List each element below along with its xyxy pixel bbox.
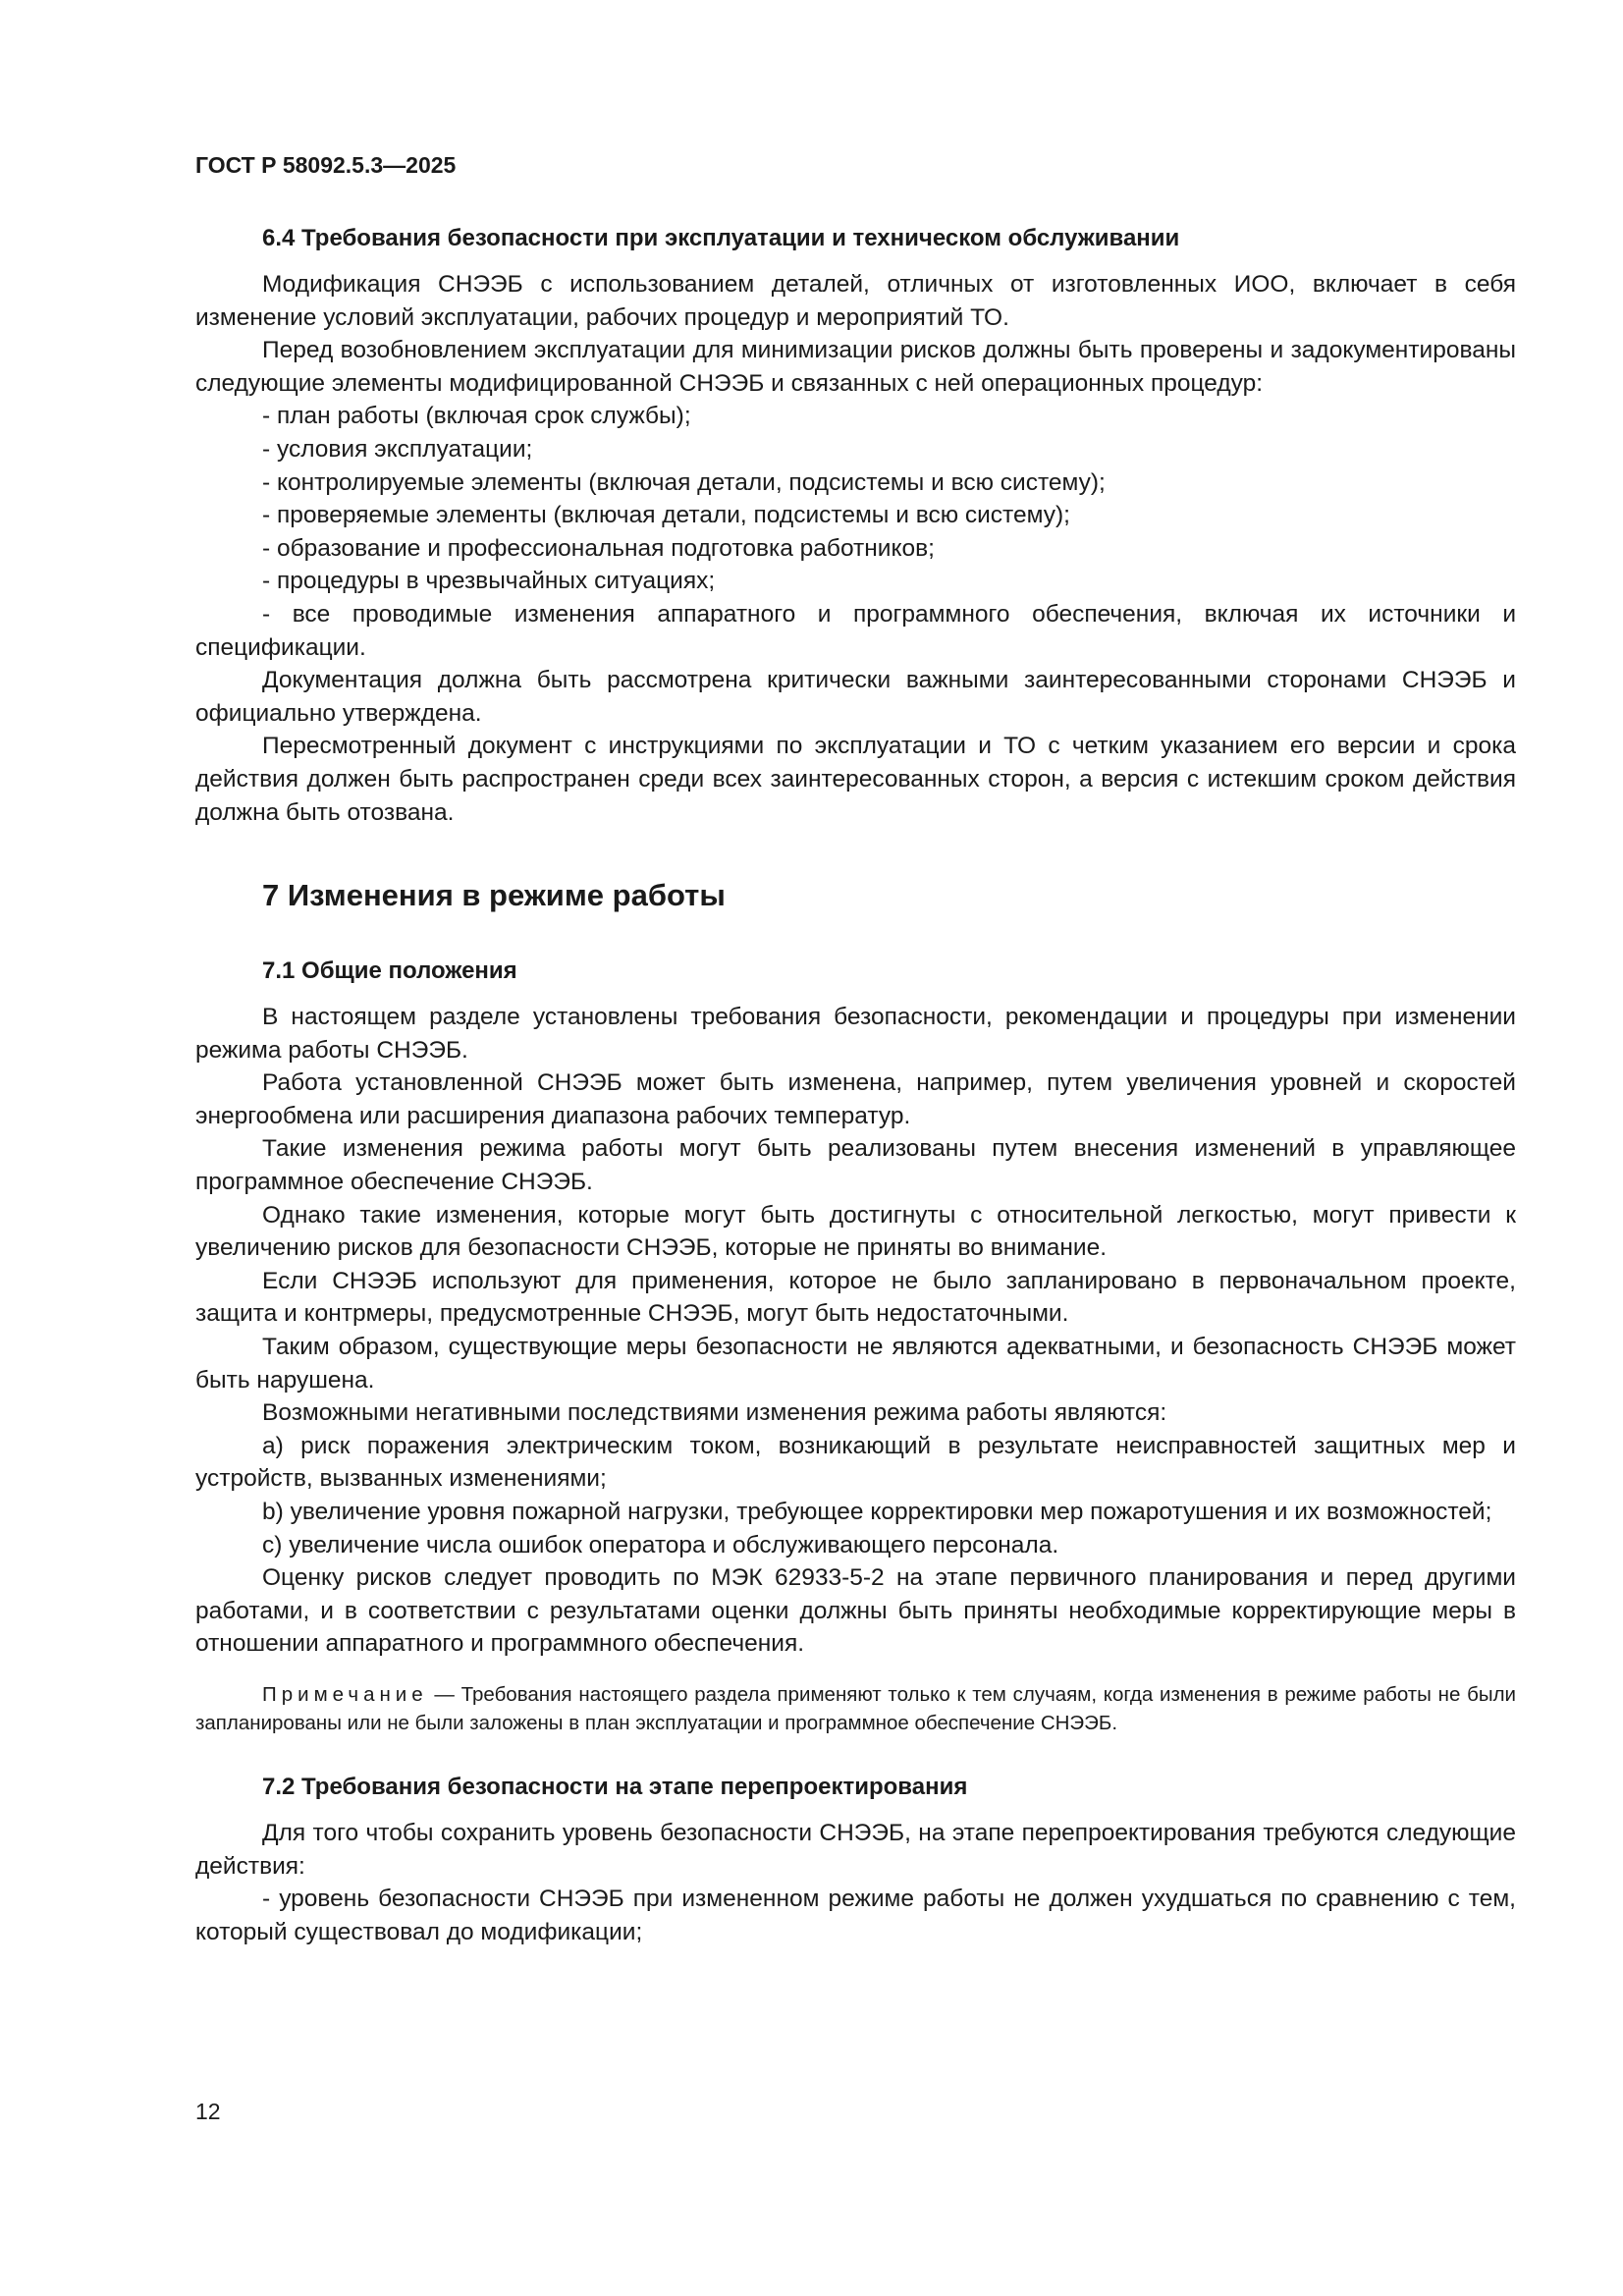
paragraph-7-1-unplanned-application: Если СНЭЭБ используют для применения, которое не было запланировано в первоначальном проекте, защита и контрмеры, предусмотренные СНЭЭБ, могут быть недостаточными. <box>195 1267 1516 1328</box>
note-text: — Требования настоящего раздела применяют только к тем случаям, когда изменения в режиме работы не были запланированы или не были заложены в план эксплуатации и программное обеспечение СНЭЭБ. <box>195 1682 1516 1734</box>
paragraph-6-4-modification: Модификация СНЭЭБ с использованием деталей, отличных от изготовленных ИОО, включает в себя изменение условий эксплуатации, рабочих процедур и мероприятий ТО. <box>195 271 1516 331</box>
list-item-inspected-elements: - проверяемые элементы (включая детали, подсистемы и всю систему); <box>262 502 1070 529</box>
list-item-operating-conditions: - условия эксплуатации; <box>262 435 533 463</box>
paragraph-6-4-before-resumption: Перед возобновлением эксплуатации для минимизации рисков должны быть проверены и задокументированы следующие элементы модифицированной СНЭЭБ и связанных с ней операционных процедур: <box>195 337 1516 397</box>
paragraph-7-1-inadequate-measures: Таким образом, существующие меры безопасности не являются адекватными, и безопасность СНЭЭБ может быть нарушена. <box>195 1334 1516 1394</box>
heading-7-2: 7.2 Требования безопасности на этапе перепроектирования <box>262 1773 968 1800</box>
page-number: 12 <box>195 2099 221 2124</box>
list-item-work-plan: - план работы (включая срок службы); <box>262 403 691 430</box>
note-label: Примечание <box>262 1682 428 1706</box>
paragraph-7-1-consequences-intro: Возможными негативными последствиями изменения режима работы являются: <box>262 1399 1167 1427</box>
list-item-7-2-safety-level: - уровень безопасности СНЭЭБ при измененном режиме работы не должен ухудшаться по сравнению с тем, который существовал до модификации; <box>195 1886 1516 1945</box>
heading-section-7: 7 Изменения в режиме работы <box>262 878 726 913</box>
consequence-item-c: c) увеличение числа ошибок оператора и обслуживающего персонала. <box>262 1531 1059 1558</box>
consequence-item-a: a) риск поражения электрическим током, возникающий в результате неисправностей защитных мер и устройств, вызванных изменениями; <box>195 1432 1516 1493</box>
list-item-emergency-procedures: - процедуры в чрезвычайных ситуациях; <box>262 568 716 595</box>
consequence-item-b: b) увеличение уровня пожарной нагрузки, требующее корректировки мер пожаротушения и их возможностей; <box>262 1499 1492 1525</box>
paragraph-7-2-intro: Для того чтобы сохранить уровень безопасности СНЭЭБ, на этапе перепроектирования требуются следующие действия: <box>195 1819 1516 1880</box>
heading-6-4: 6.4 Требования безопасности при эксплуатации и техническом обслуживании <box>262 225 1180 251</box>
paragraph-6-4-documentation-review: Документация должна быть рассмотрена критически важными заинтересованными сторонами СНЭЭБ и официально утверждена. <box>195 667 1516 727</box>
paragraph-7-1-risk-assessment: Оценку рисков следует проводить по МЭК 62933-5-2 на этапе первичного планирования и перед другими работами, и в соответствии с результатами оценки должны быть приняты необходимые корректирующие меры в отношении аппаратного и программного обеспечения. <box>195 1564 1516 1658</box>
paragraph-7-1-scope: В настоящем разделе установлены требования безопасности, рекомендации и процедуры при изменении режима работы СНЭЭБ. <box>195 1004 1516 1064</box>
list-item-hardware-software-changes: - все проводимые изменения аппаратного и программного обеспечения, включая их источники и спецификации. <box>195 600 1516 661</box>
list-item-controlled-elements: - контролируемые элементы (включая детали, подсистемы и всю систему); <box>262 468 1106 496</box>
document-code-header: ГОСТ Р 58092.5.3—2025 <box>195 152 457 178</box>
paragraph-7-1-operation-change: Работа установленной СНЭЭБ может быть изменена, например, путем увеличения уровней и скоростей энергообмена или расширения диапазона рабочих температур. <box>195 1069 1516 1129</box>
list-item-training: - образование и профессиональная подготовка работников; <box>262 534 935 562</box>
paragraph-7-1-risk-increase: Однако такие изменения, которые могут быть достигнуты с относительной легкостью, могут привести к увеличению рисков для безопасности СНЭЭБ, которые не приняты во внимание. <box>195 1201 1516 1262</box>
paragraph-6-4-revised-document: Пересмотренный документ с инструкциями по эксплуатации и ТО с четким указанием его версии и срока действия должен быть распространен среди всех заинтересованных сторон, а версия с истекшим сроком действия должна быть отозвана. <box>195 733 1516 826</box>
document-body <box>195 222 1516 1948</box>
paragraph-7-1-software-change: Такие изменения режима работы могут быть реализованы путем внесения изменений в управляющее программное обеспечение СНЭЭБ. <box>195 1135 1516 1196</box>
heading-7-1: 7.1 Общие положения <box>262 957 517 985</box>
note-block <box>195 1680 1516 1737</box>
